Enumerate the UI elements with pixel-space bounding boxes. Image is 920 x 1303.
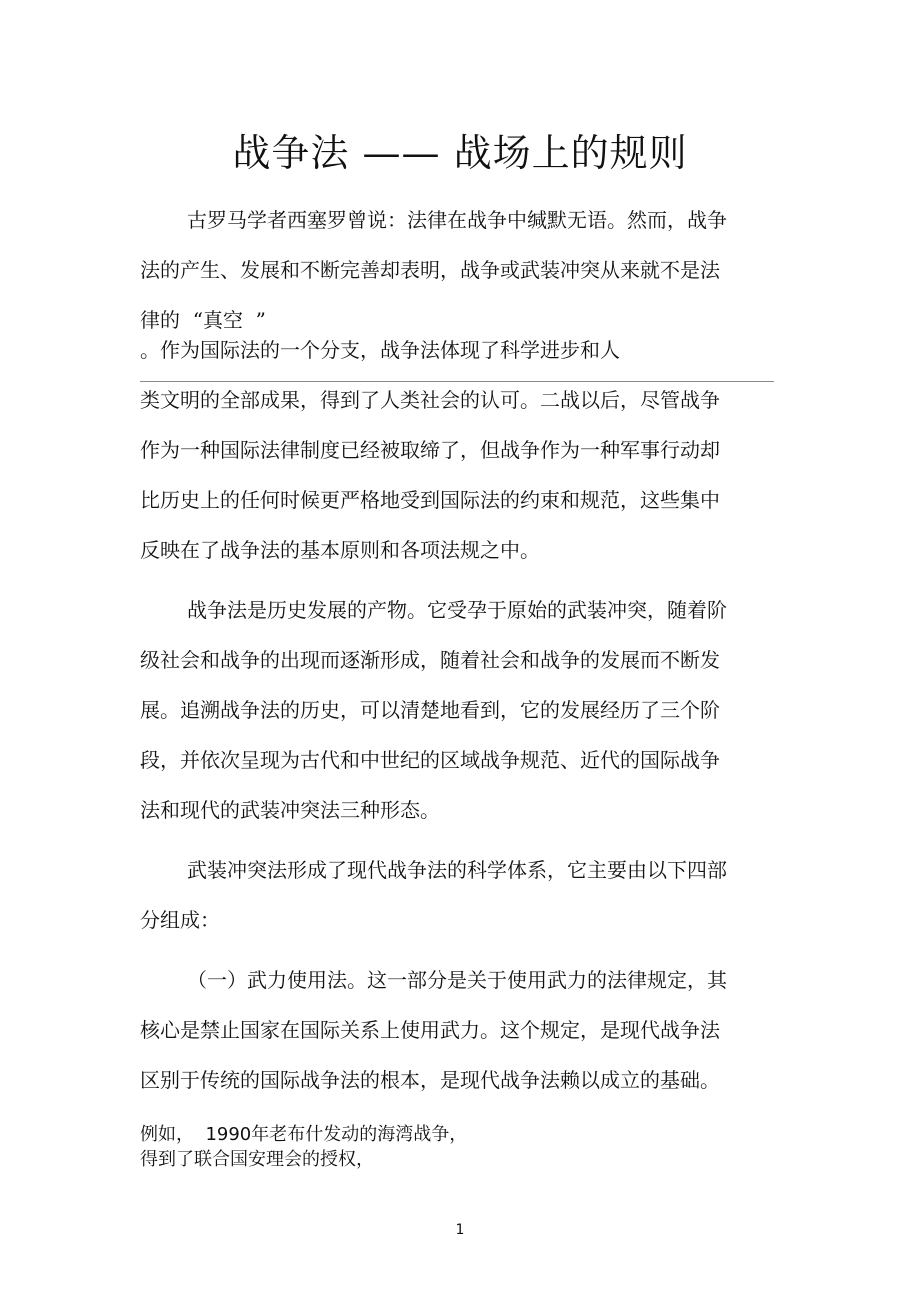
paragraph-line: 展。追溯战争法的历史，可以清楚地看到，它的发展经历了三个阶: [140, 698, 720, 722]
paragraph-line: （一）武力使用法。这一部分是关于使用武力的法律规定，其: [187, 968, 727, 992]
paragraph-line: 比历史上的任何时候更严格地受到国际法的约束和规范，这些集中: [140, 488, 720, 512]
paragraph-line: 段，并依次呈现为古代和中世纪的区域战争规范、近代的国际战争: [140, 748, 720, 772]
horizontal-rule: [140, 381, 774, 382]
paragraph-line: 古罗马学者西塞罗曾说：法律在战争中缄默无语。然而，战争: [187, 208, 727, 232]
paragraph-line: 法的产生、发展和不断完善却表明，战争或武装冲突从来就不是法: [140, 258, 720, 282]
paragraph-line: 区别于传统的国际战争法的根本，是现代战争法赖以成立的基础。: [140, 1068, 720, 1092]
paragraph-line: 法和现代的武装冲突法三种形态。: [140, 798, 440, 822]
paragraph-line: 核心是禁止国家在国际关系上使用武力。这个规定，是现代战争法: [140, 1018, 720, 1042]
paragraph-line: 例如， 1990年老布什发动的海湾战争，: [140, 1124, 468, 1145]
paragraph-line: 律的 “真空 ”: [140, 308, 266, 332]
paragraph-line: 。作为国际法的一个分支，战争法体现了科学进步和人: [140, 338, 620, 362]
paragraph-line: 级社会和战争的出现而逐渐形成，随着社会和战争的发展而不断发: [140, 648, 720, 672]
paragraph-line: 得到了联合国安理会的授权，: [140, 1149, 374, 1170]
document-title: 战争法 —— 战场上的规则: [232, 131, 688, 175]
paragraph-line: 分组成：: [140, 908, 220, 932]
paragraph-line: 类文明的全部成果，得到了人类社会的认可。二战以后，尽管战争: [140, 388, 720, 412]
paragraph-line: 战争法是历史发展的产物。它受孕于原始的武装冲突，随着阶: [187, 598, 727, 622]
paragraph-line: 作为一种国际法律制度已经被取缔了，但战争作为一种军事行动却: [140, 438, 720, 462]
paragraph-line: 武装冲突法形成了现代战争法的科学体系，它主要由以下四部: [187, 858, 727, 882]
page-number: 1: [455, 1222, 465, 1238]
paragraph-line: 反映在了战争法的基本原则和各项法规之中。: [140, 538, 540, 562]
